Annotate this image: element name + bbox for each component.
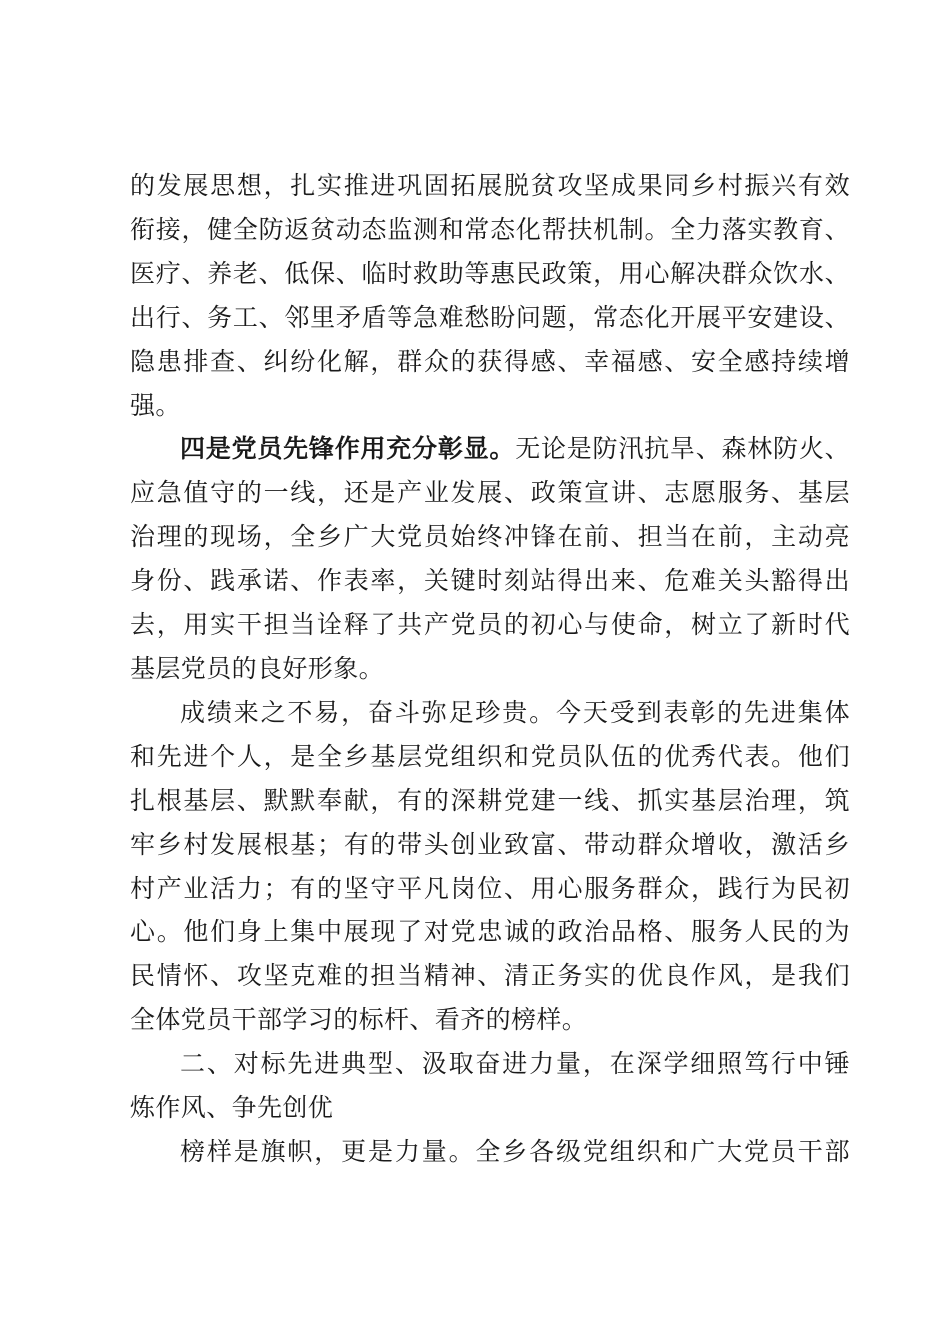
section-heading [130,1042,850,1130]
text-line: 牢乡村发展根基；有的带头创业致富、带动群众增收，激活乡 [130,829,850,859]
text-line: 隐患排查、纠纷化解，群众的获得感、幸福感、安全感持续增 [130,346,850,376]
text-line [130,427,850,471]
paragraph-1 [130,164,850,427]
text-line: 去，用实干担当诠释了共产党员的初心与使命，树立了新时代 [130,610,850,640]
text-line: 应急值守的一线，还是产业发展、政策宣讲、志愿服务、基层 [130,478,850,508]
document-body [130,164,850,1174]
paragraph-3 [130,691,850,1042]
text-line: 基层党员的良好形象。 [130,653,385,683]
text-line: 炼作风、争先创优 [130,1093,334,1123]
text-line: 治理的现场，全乡广大党员始终冲锋在前、担当在前，主动亮 [130,522,850,552]
paragraph-2 [130,427,850,690]
text-line: 扎根基层、默默奉献，有的深耕党建一线、抓实基层治理，筑 [130,785,850,815]
text-line: 榜样是旗帜，更是力量。全乡各级党组织和广大党员干部 [180,1136,850,1166]
text-line: 成绩来之不易，奋斗弥足珍贵。今天受到表彰的先进集体 [180,697,850,727]
text-line: 医疗、养老、低保、临时救助等惠民政策，用心解决群众饮水、 [130,258,850,288]
text-line: 出行、务工、邻里矛盾等急难愁盼问题，常态化开展平安建设、 [130,302,850,332]
paragraph-lead-rest: 无论是防汛抗旱、森林防火、 [515,434,851,464]
text-line: 和先进个人，是全乡基层党组织和党员队伍的优秀代表。他们 [130,741,850,771]
text-line: 衔接，健全防返贫动态监测和常态化帮扶机制。全力落实教育、 [130,214,850,244]
text-line: 全体党员干部学习的标杆、看齐的榜样。 [130,1005,588,1035]
text-line: 的发展思想，扎实推进巩固拓展脱贫攻坚成果同乡村振兴有效 [130,171,850,200]
paragraph-lead-bold: 四是党员先锋作用充分彰显。 [180,434,516,464]
text-line: 心。他们身上集中展现了对党忠诚的政治品格、服务人民的为 [130,917,850,947]
paragraph-5 [130,1130,850,1174]
text-line: 二、对标先进典型、汲取奋进力量，在深学细照笃行中锤 [180,1049,850,1079]
text-line: 村产业活力；有的坚守平凡岗位、用心服务群众，践行为民初 [130,873,850,903]
text-line: 民情怀、攻坚克难的担当精神、清正务实的优良作风，是我们 [130,961,850,991]
text-line: 身份、践承诺、作表率，关键时刻站得出来、危难关头豁得出 [130,566,850,596]
text-line: 强。 [130,390,181,420]
